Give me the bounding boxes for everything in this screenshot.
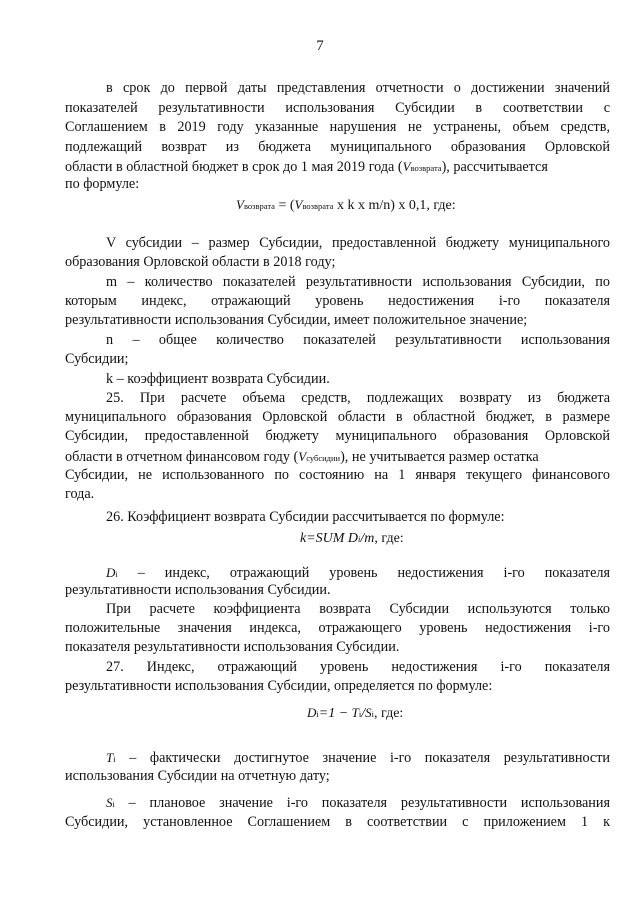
p27-line-1: 27. Индекс, отражающий уровень недостижения i-го показателя xyxy=(106,659,610,675)
di-symbol: Di xyxy=(106,565,118,580)
formula-vozvrata: Vвозврата = (Vвозврата x k x m/n) x 0,1, где: xyxy=(236,197,456,213)
p1-line-6: по формуле: xyxy=(65,176,140,192)
def-di-1: Di – индекс, отражающий уровень недостижения i-го показателя xyxy=(106,565,610,581)
def-si-2: Субсидии, установленное Соглашением в соответствии с приложением 1 к xyxy=(65,814,610,830)
def-n-2: Субсидии; xyxy=(65,351,129,367)
def-si-1: Si – плановое значение i-го показателя результативности использования xyxy=(106,795,610,811)
def-ti-1: Ti – фактически достигнутое значение i-го показателя результативности xyxy=(106,750,610,766)
p27-line-2: результативности использования Субсидии, определяется по формуле: xyxy=(65,678,493,694)
v-subsidii-symbol: Vсубсидии xyxy=(298,449,341,464)
p1-line-5-text: области в областной бюджет в срок до 1 мая 2019 года ( xyxy=(65,159,403,175)
def-m-2: которым индекс, отражающий уровень недостижения i-го показателя xyxy=(65,293,610,309)
p-pri-2: положительные значения индекса, отражающего уровень недостижения i-го xyxy=(65,620,610,636)
p1-line-5-tail: ), рассчитывается xyxy=(441,159,548,175)
def-v-subsidii-2: образования Орловской области в 2018 году; xyxy=(65,254,336,270)
def-k: k – коэффициент возврата Субсидии. xyxy=(106,371,330,387)
def-n-1: n – общее количество показателей результативности использования xyxy=(106,332,610,348)
formula-di: Di=1 − Ti/Si, где: xyxy=(307,705,404,721)
def-m-3: результативности использования Субсидии, имеет положительное значение; xyxy=(65,312,528,328)
def-m-1: m – количество показателей результативности использования Субсидии, по xyxy=(106,274,610,290)
p1-line-2: показателей результативности использования Субсидии в соответствии с xyxy=(65,100,610,116)
p1-line-4: подлежащий возврат из бюджета муниципального образования Орловской xyxy=(65,139,610,155)
p1-line-3: Соглашением в 2019 году указанные нарушения не устранены, объем средств, xyxy=(65,119,610,135)
page-number: 7 xyxy=(316,38,324,54)
p25-line-3: Субсидии, предоставленной бюджету муниципального образования Орловской xyxy=(65,428,610,444)
ti-symbol: Ti xyxy=(106,750,116,765)
p25-line-1: 25. При расчете объема средств, подлежащих возврату из бюджета xyxy=(106,390,610,406)
p26-line-1: 26. Коэффициент возврата Субсидии рассчитывается по формуле: xyxy=(106,509,505,525)
p25-line-6: года. xyxy=(65,486,95,502)
v-vozvrata-symbol: Vвозврата xyxy=(402,159,442,174)
def-ti-2: использования Субсидии на отчетную дату; xyxy=(65,768,330,784)
def-v-subsidii-1: V субсидии – размер Субсидии, предоставленной бюджету муниципального xyxy=(106,235,610,251)
p1-line-1: в срок до первой даты представления отчетности о достижении значений xyxy=(106,80,610,96)
p1-line-5 xyxy=(65,158,610,177)
p25-line-4 xyxy=(65,448,610,467)
p25-line-2: муниципального образования Орловской области в областной бюджет, в размере xyxy=(65,409,610,425)
def-di-2: результативности использования Субсидии. xyxy=(65,582,331,598)
p-pri-3: показателя результативности использования Субсидии. xyxy=(65,639,400,655)
p25-line-4-text: области в отчетном финансовом году ( xyxy=(65,449,299,465)
p-pri-1: При расчете коэффициента возврата Субсидии используются только xyxy=(106,601,610,617)
si-symbol: Si xyxy=(106,795,115,810)
p25-line-5: Субсидии, не использованного по состоянию на 1 января текущего финансового xyxy=(65,467,610,483)
formula-k: k=SUM Di/m, где: xyxy=(300,531,404,546)
p25-line-4-tail: ), не учитывается размер остатка xyxy=(340,449,539,465)
